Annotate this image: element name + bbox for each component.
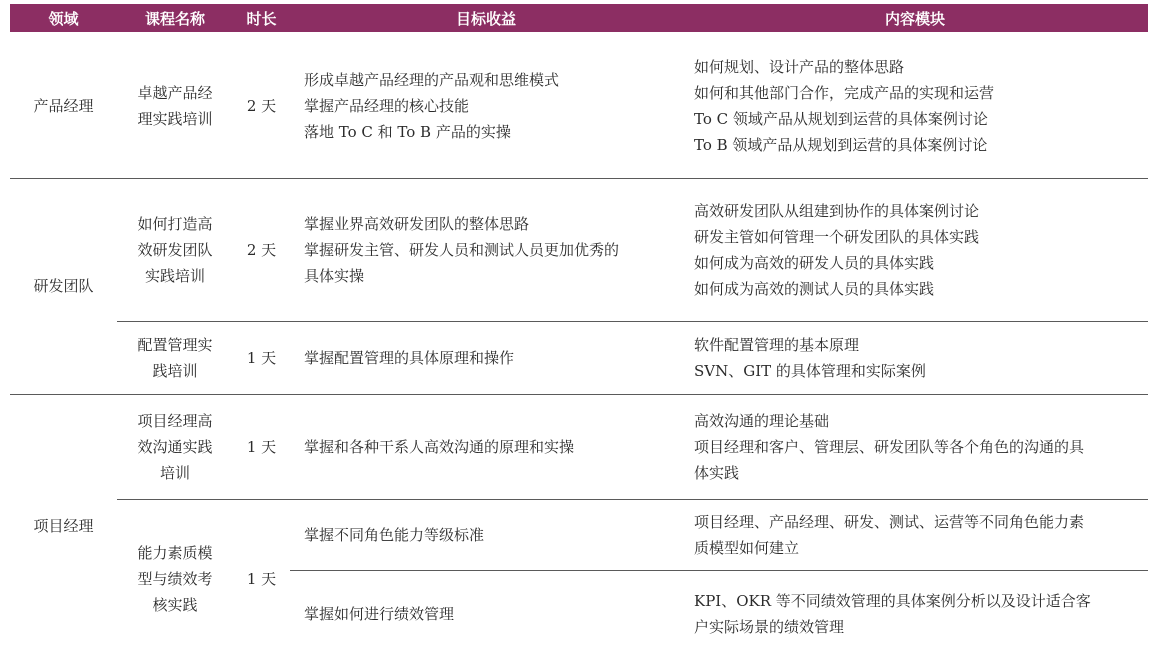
course-cell <box>117 321 233 394</box>
content-line: 高效研发团队从组建到协作的具体案例讨论 <box>694 201 980 220</box>
goal-cell <box>290 570 682 658</box>
header-goal: 目标收益 <box>290 4 682 33</box>
duration-cell: 1 天 <box>233 394 290 499</box>
course-line: 项目经理高 <box>137 411 213 430</box>
content-line: KPI、OKR 等不同绩效管理的具体案例分析以及设计适合客 <box>694 592 1091 611</box>
content-cell <box>682 178 1148 321</box>
content-line: 项目经理和客户、管理层、研发团队等各个角色的沟通的具 <box>694 437 1085 456</box>
table-row <box>10 394 1148 499</box>
header-row <box>10 4 1148 33</box>
goal-line: 掌握研发主管、研发人员和测试人员更加优秀的 <box>304 240 620 259</box>
course-line: 效研发团队 <box>137 240 213 259</box>
header-duration: 时长 <box>233 4 290 33</box>
duration-cell: 2 天 <box>233 33 290 178</box>
goal-line: 掌握不同角色能力等级标准 <box>304 525 485 544</box>
course-line: 培训 <box>159 463 190 482</box>
header-content: 内容模块 <box>682 4 1148 33</box>
content-cell <box>682 394 1148 499</box>
course-line: 核实践 <box>152 595 198 614</box>
table-row <box>10 33 1148 178</box>
course-line: 卓越产品经 <box>137 83 213 102</box>
course-line: 理实践培训 <box>137 109 213 128</box>
goal-line: 掌握业界高效研发团队的整体思路 <box>304 214 530 233</box>
content-line: To C 领域产品从规划到运营的具体案例讨论 <box>694 109 988 128</box>
duration-cell: 1 天 <box>233 321 290 394</box>
content-line: To B 领域产品从规划到运营的具体案例讨论 <box>694 135 988 154</box>
content-line: 体实践 <box>694 463 740 482</box>
course-line: 型与绩效考 <box>137 569 213 588</box>
course-cell <box>117 394 233 499</box>
domain-cell: 产品经理 <box>10 33 117 178</box>
duration-cell: 1 天 <box>246 569 277 588</box>
content-line: 如何规划、设计产品的整体思路 <box>694 57 905 76</box>
content-cell <box>682 321 1148 394</box>
table-row <box>10 321 1148 394</box>
goal-cell <box>290 499 682 570</box>
table-row <box>10 178 1148 321</box>
duration-cell: 2 天 <box>233 178 290 321</box>
domain-cell: 研发团队 <box>10 178 117 394</box>
domain-cell: 项目经理 <box>33 517 94 536</box>
goal-line: 掌握和各种干系人高效沟通的原理和实操 <box>304 437 575 456</box>
course-line: 践培训 <box>152 361 198 380</box>
content-line: 如何和其他部门合作，完成产品的实现和运营 <box>694 83 995 102</box>
course-line: 配置管理实 <box>137 335 213 354</box>
course-cell <box>117 499 233 658</box>
header-course: 课程名称 <box>117 4 233 33</box>
course-cell <box>117 178 233 321</box>
goal-cell <box>290 178 682 321</box>
goal-cell <box>290 33 682 178</box>
goal-line: 落地 To C 和 To B 产品的实操 <box>304 122 511 141</box>
content-line: SVN、GIT 的具体管理和实际案例 <box>694 361 926 380</box>
goal-line: 掌握如何进行绩效管理 <box>304 605 455 624</box>
content-line: 户实际场景的绩效管理 <box>694 618 845 637</box>
table-row <box>10 499 1148 570</box>
content-line: 如何成为高效的测试人员的具体实践 <box>694 279 935 298</box>
content-line: 如何成为高效的研发人员的具体实践 <box>694 253 935 272</box>
course-line: 实践培训 <box>144 266 205 285</box>
content-cell <box>682 499 1148 570</box>
course-table <box>10 4 1148 658</box>
goal-cell <box>290 321 682 394</box>
content-cell <box>682 570 1148 658</box>
course-line: 效沟通实践 <box>137 437 213 456</box>
content-line: 高效沟通的理论基础 <box>694 411 830 430</box>
course-line: 如何打造高 <box>137 214 213 233</box>
content-line: 项目经理、产品经理、研发、测试、运营等不同角色能力素 <box>694 512 1085 531</box>
content-line: 软件配置管理的基本原理 <box>694 335 860 354</box>
goal-line: 具体实操 <box>304 266 365 285</box>
goal-line: 掌握产品经理的核心技能 <box>304 96 470 115</box>
header-domain: 领域 <box>10 4 117 33</box>
content-cell <box>682 33 1148 178</box>
course-cell <box>117 33 233 178</box>
goal-line: 掌握配置管理的具体原理和操作 <box>304 348 515 367</box>
content-line: 质模型如何建立 <box>694 538 800 557</box>
course-line: 能力素质模 <box>137 543 213 562</box>
content-line: 研发主管如何管理一个研发团队的具体实践 <box>694 227 980 246</box>
goal-cell <box>290 394 682 499</box>
goal-line: 形成卓越产品经理的产品观和思维模式 <box>304 70 560 89</box>
